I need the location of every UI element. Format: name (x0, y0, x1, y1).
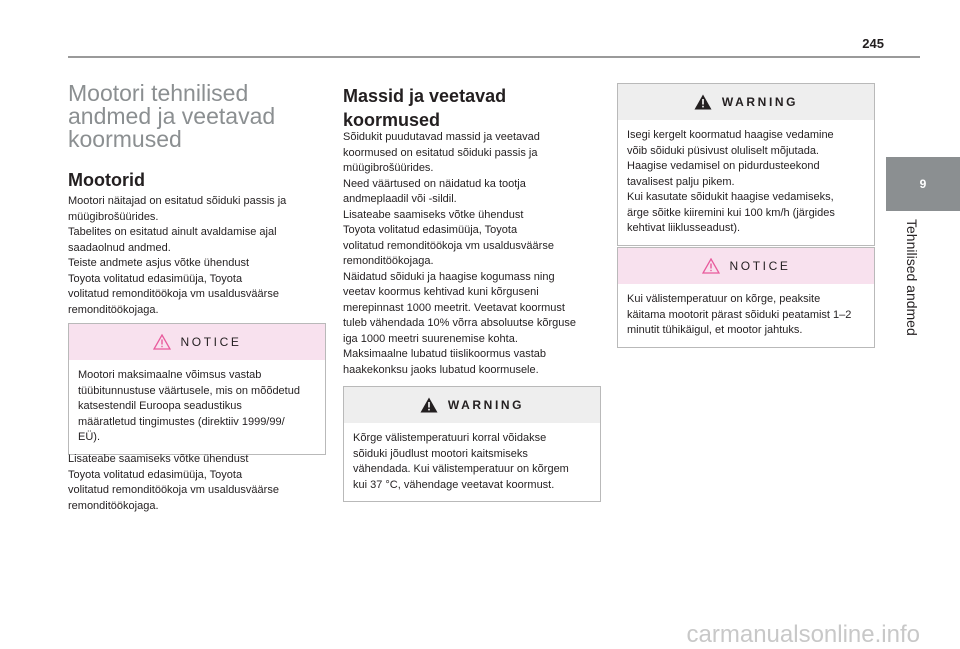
notice-box-engine-power (68, 323, 326, 455)
warning-text: Isegi kergelt koormatud haagise vedamine võib sõiduki püsivust oluliselt mõjutada. Haagise vedamisel on pidurdusteekond tavalisest palju pikem. Kui kasutate sõidukit haagise vedamiseks, ärge sõitke kiiremini kui 100 km/h (järgides kehtivat liiklusseadust). (627, 129, 835, 234)
contact-paragraph: Lisateabe saamiseks võtke ühendust Toyota volitatud edasimüüja, Toyota volitatud remonditöökoja vm usaldusväärse remonditöökojaga. (68, 453, 279, 512)
notice-box-engine-idle (617, 247, 875, 348)
warning-icon (694, 94, 712, 110)
warning-text: Kõrge välistemperatuuri korral võidakse sõiduki jõudlust mootori kaitsmiseks vähendada. Kui välistemperatuur on kõrgem kui 37 °C, vähendage veetavat koormust. (353, 432, 569, 491)
page-number: 245 (862, 36, 884, 51)
chapter-number: 9 (919, 177, 927, 191)
engines-heading: Mootorid (68, 170, 145, 190)
notice-icon (153, 334, 171, 350)
warning-header (344, 387, 600, 423)
watermark: carmanualsonline.info (686, 621, 920, 648)
header-rule (68, 56, 920, 58)
notice-text: Kui välistemperatuur on kõrge, peaksite käitama mootorit pärast sõiduki peatamist 1–2 minutit tühikäigul, et mootor jahtuks. (627, 293, 852, 336)
notice-title: NOTICE (729, 259, 791, 273)
warning-header (618, 84, 874, 120)
notice-icon (702, 258, 720, 274)
notice-text: Mootori maksimaalne võimsus vastab tüübitunnustuse väärtusele, mis on mõõdetud katsestendil Euroopa seadustikus määratletud tingimustes (direktiiv 1999/99/ EÜ). (78, 369, 300, 443)
notice-title: NOTICE (180, 335, 242, 349)
masses-heading: Massid ja veetavad koormused (343, 86, 507, 130)
masses-paragraph: Sõidukit puudutavad massid ja veetavad koormused on esitatud sõiduki passis ja müügibrošüürides. Need väärtused on näidatud ka tootja andmeplaadil või -sildil. Lisateabe saamiseks võtke ühendust Toyota volitatud edasimüüja, Toyota volitatud remonditöökoja vm usaldusväärse remonditöökojaga. Näidatud sõiduki ja haagise kogumass ning veetav koormus kehtivad kuni kõrguseni merepinnast 1000 meetrit. Veetavat koormust tuleb vähendada 10% võrra absoluutse kõrguse iga 1000 meetri suurenemise kohta. Maksimaalne lubatud tiislikoormus vastab haakekonksu jaoks lubatud koormusele. (343, 131, 576, 376)
engines-paragraph: Mootori näitajad on esitatud sõiduki passis ja müügibrošüürides. Tabelites on esitatud ainult avaldamise ajal saadaolnud andmed. Teiste andmete asjus võtke ühendust Toyota volitatud edasimüüja, Toyota volitatud remonditöökoja vm usaldusväärse remonditöökojaga. (68, 195, 287, 316)
notice-header (618, 248, 874, 284)
page-title: Mootori tehnilised andmed ja veetavad koormused (68, 80, 276, 152)
chapter-tab (886, 157, 960, 211)
warning-title: WARNING (447, 398, 525, 412)
warning-title: WARNING (721, 95, 799, 109)
warning-box-trailer (617, 83, 875, 246)
chapter-label: Tehnilised andmed (904, 219, 920, 336)
notice-header (69, 324, 325, 360)
warning-box-temperature (343, 386, 601, 502)
warning-icon (420, 397, 438, 413)
